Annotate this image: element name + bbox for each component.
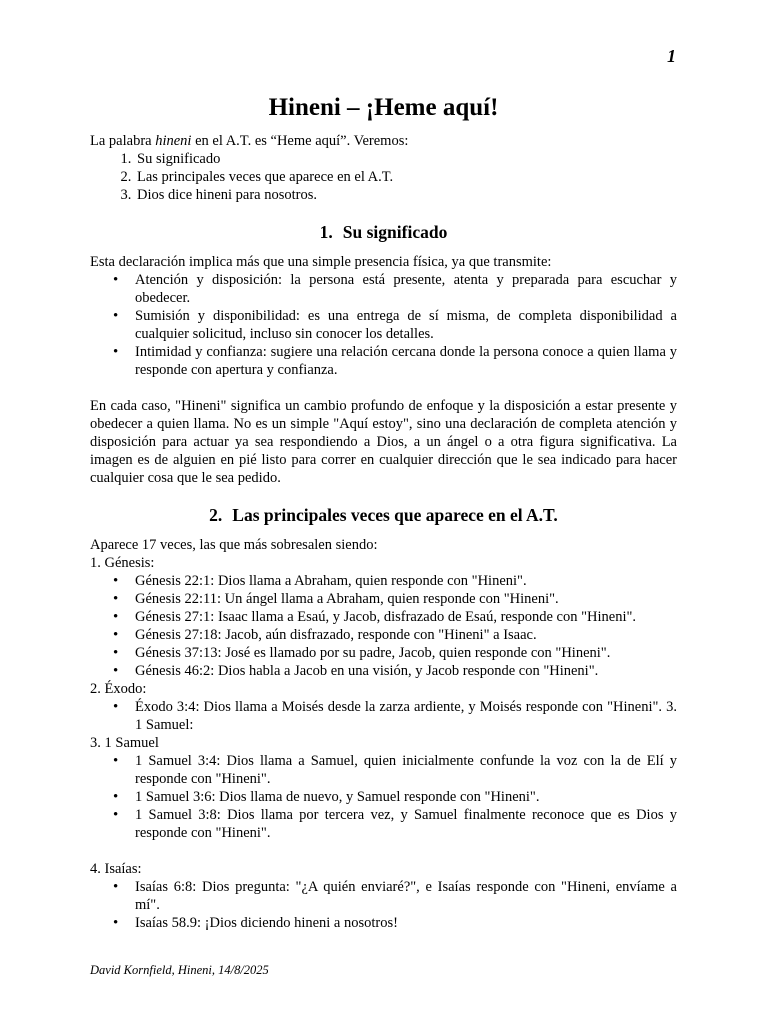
list-item: • 1 Samuel 3:4: Dios llama a Samuel, quien inicialmente confunde la voz con la de Elí y responde con "Hineni". [135, 752, 677, 788]
list-item: • Sumisión y disponibilidad: es una entrega de sí misma, de completa disponibilidad a cualquier solicitud, incluso sin conocer los detalles. [135, 307, 677, 343]
section-number: 2. [209, 505, 223, 525]
intro-term: hineni [155, 133, 192, 149]
section-title: Su significado [342, 222, 448, 242]
section1-paragraph: En cada caso, "Hineni" significa un cambio profundo de enfoque y la disposición a estar presente y obedecer a quien llama. No es un simple "Aquí estoy", sino una declaración de completa atención y disposición para actuar ya sea respondiendo a Dios, a un ángel o a otra figura significativa. La imagen es de alguien en pié listo para correr en cualquier dirección que le sea indicado para hacer cualquier cosa que le sea pedido. [90, 398, 677, 486]
list-item: • 1 Samuel 3:6: Dios llama de nuevo, y Samuel responde con "Hineni". [135, 788, 677, 806]
spacer [90, 379, 677, 397]
section-title: Las principales veces que aparece en el A.T. [232, 505, 558, 525]
exodo-label: 2. Éxodo: [90, 681, 147, 697]
list-item: • Génesis 27:18: Jacob, aún disfrazado, responde con "Hineni" a Isaac. [135, 626, 677, 644]
genesis-list [90, 572, 677, 680]
list-item: • Génesis 37:13: José es llamado por su padre, Jacob, quien responde con "Hineni". [135, 644, 677, 662]
intro-suffix: en el A.T. es “Heme aquí”. Veremos: [191, 133, 409, 149]
isaias-label: 4. Isaías: [90, 861, 142, 877]
section1-bullets [90, 271, 677, 379]
section2-lead: Aparece 17 veces, las que más sobresalen siendo: [90, 537, 378, 553]
section-heading-2 [90, 504, 677, 526]
overview-item: 3. Dios dice hineni para nosotros. [135, 186, 677, 204]
intro-prefix: La palabra [90, 133, 156, 149]
list-item: • Éxodo 3:4: Dios llama a Moisés desde la zarza ardiente, y Moisés responde con "Hineni". 3. 1 Samuel: [135, 698, 677, 734]
spacer [90, 842, 677, 860]
list-item: • Isaías 6:8: Dios pregunta: "¿A quién enviaré?", e Isaías responde con "Hineni, envíame a mí". [135, 878, 677, 914]
list-item: • Génesis 22:1: Dios llama a Abraham, quien responde con "Hineni". [135, 572, 677, 590]
document-title: Hineni – ¡Heme aquí! [268, 94, 499, 121]
overview-item: 1. Su significado [135, 150, 677, 168]
intro-sentence [90, 132, 677, 150]
list-item: • Isaías 58.9: ¡Dios diciendo hineni a nosotros! [135, 914, 677, 932]
list-item: • Génesis 46:2: Dios habla a Jacob en una visión, y Jacob responde con "Hineni". [135, 662, 677, 680]
list-item: • Atención y disposición: la persona está presente, atenta y preparada para escuchar y obedecer. [135, 271, 677, 307]
list-item: • Intimidad y confianza: sugiere una relación cercana donde la persona conoce a quien llama y responde con apertura y confianza. [135, 343, 677, 379]
section-number: 1. [319, 222, 333, 242]
list-item: • 1 Samuel 3:8: Dios llama por tercera vez, y Samuel finalmente reconoce que es Dios y responde con "Hineni". [135, 806, 677, 842]
samuel-label: 3. 1 Samuel [90, 735, 159, 751]
overview-item: 2. Las principales veces que aparece en el A.T. [135, 168, 677, 186]
footer: David Kornfield, Hineni, 14/8/2025 [90, 963, 269, 977]
exodo-list [90, 698, 677, 734]
genesis-label: 1. Génesis: [90, 555, 155, 571]
intro [90, 132, 677, 204]
document-body [90, 92, 677, 932]
list-item: • Génesis 27:1: Isaac llama a Esaú, y Jacob, disfrazado de Esaú, responde con "Hineni". [135, 608, 677, 626]
section1-lead: Esta declaración implica más que una simple presencia física, ya que transmite: [90, 254, 552, 270]
page-number: 1 [667, 46, 676, 66]
section-heading-1 [90, 221, 677, 243]
overview-list [90, 150, 677, 204]
list-item: • Génesis 22:11: Un ángel llama a Abraham, quien responde con "Hineni". [135, 590, 677, 608]
samuel-list [90, 752, 677, 842]
isaias-list [90, 878, 677, 932]
